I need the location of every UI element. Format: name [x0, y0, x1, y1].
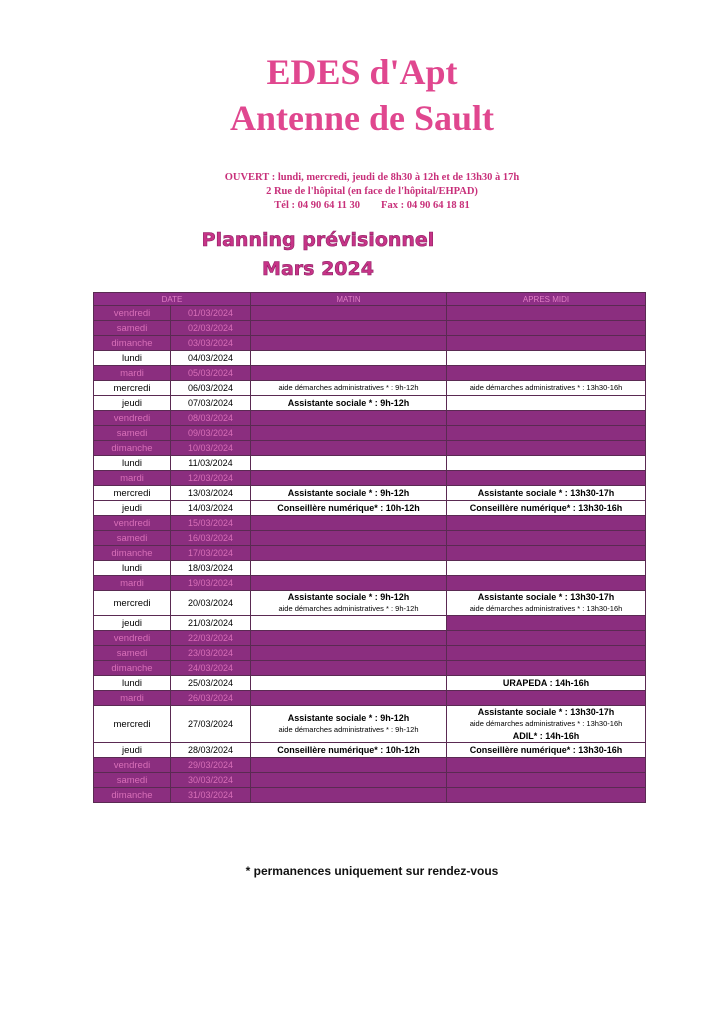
apres-midi-cell	[447, 351, 646, 366]
slot-text: aide démarches administratives * : 13h30-16h	[469, 383, 623, 392]
matin-cell	[251, 773, 447, 788]
apres-midi-cell	[447, 758, 646, 773]
apres-midi-cell	[447, 336, 646, 351]
day-cell: dimanche	[94, 661, 171, 676]
date-cell: 16/03/2024	[171, 531, 251, 546]
day-cell: dimanche	[94, 546, 171, 561]
slot-text: ADIL* : 14h-16h	[512, 731, 580, 741]
matin-cell	[251, 591, 447, 616]
day-cell: mardi	[94, 576, 171, 591]
apres-midi-cell	[447, 531, 646, 546]
matin-cell	[251, 486, 447, 501]
apres-midi-cell	[447, 616, 646, 631]
matin-cell	[251, 456, 447, 471]
apres-midi-cell	[447, 546, 646, 561]
date-cell: 26/03/2024	[171, 691, 251, 706]
date-cell: 13/03/2024	[171, 486, 251, 501]
table-row	[94, 366, 646, 381]
table-row	[94, 381, 646, 396]
day-cell: vendredi	[94, 758, 171, 773]
date-cell: 15/03/2024	[171, 516, 251, 531]
day-cell: vendredi	[94, 306, 171, 321]
table-row	[94, 441, 646, 456]
date-cell: 18/03/2024	[171, 561, 251, 576]
table-row	[94, 306, 646, 321]
matin-cell	[251, 501, 447, 516]
date-cell: 10/03/2024	[171, 441, 251, 456]
apres-midi-cell	[447, 706, 646, 743]
header-apres-midi: APRES MIDI	[447, 293, 646, 306]
slot-text: Conseillère numérique* : 13h30-16h	[469, 503, 623, 513]
date-cell: 19/03/2024	[171, 576, 251, 591]
slot-text: Assistante sociale * : 9h-12h	[287, 398, 410, 408]
matin-cell	[251, 561, 447, 576]
apres-midi-cell	[447, 381, 646, 396]
apres-midi-cell	[447, 471, 646, 486]
day-cell: mercredi	[94, 381, 171, 396]
matin-cell	[251, 336, 447, 351]
date-cell: 21/03/2024	[171, 616, 251, 631]
matin-cell	[251, 396, 447, 411]
day-cell: mardi	[94, 471, 171, 486]
apres-midi-cell	[447, 743, 646, 758]
table-header-row	[94, 293, 646, 306]
matin-cell	[251, 788, 447, 803]
table-row	[94, 456, 646, 471]
slot-text: aide démarches administratives * : 13h30-16h	[469, 604, 623, 613]
matin-cell	[251, 516, 447, 531]
matin-cell	[251, 646, 447, 661]
table-row	[94, 336, 646, 351]
table-row	[94, 486, 646, 501]
day-cell: vendredi	[94, 516, 171, 531]
date-cell: 02/03/2024	[171, 321, 251, 336]
apres-midi-cell	[447, 591, 646, 616]
apres-midi-cell	[447, 661, 646, 676]
apres-midi-cell	[447, 576, 646, 591]
matin-cell	[251, 706, 447, 743]
table-row	[94, 743, 646, 758]
slot-text: aide démarches administratives * : 9h-12h	[278, 383, 419, 392]
opening-hours: OUVERT : lundi, mercredi, jeudi de 8h30 à 12h et de 13h30 à 17h	[224, 172, 520, 183]
apres-midi-cell	[447, 646, 646, 661]
table-row	[94, 788, 646, 803]
table-row	[94, 773, 646, 788]
slot-text: Conseillère numérique* : 10h-12h	[277, 503, 420, 513]
schedule-table	[93, 292, 646, 803]
apres-midi-cell	[447, 773, 646, 788]
matin-cell	[251, 616, 447, 631]
table-row	[94, 516, 646, 531]
table-row	[94, 531, 646, 546]
apres-midi-cell	[447, 486, 646, 501]
table-row	[94, 591, 646, 616]
day-cell: mardi	[94, 691, 171, 706]
day-cell: mercredi	[94, 706, 171, 743]
apres-midi-cell	[447, 411, 646, 426]
matin-cell	[251, 321, 447, 336]
apres-midi-cell	[447, 631, 646, 646]
matin-cell	[251, 631, 447, 646]
slot-text: Assistante sociale * : 13h30-17h	[477, 488, 615, 498]
date-cell: 29/03/2024	[171, 758, 251, 773]
apres-midi-cell	[447, 306, 646, 321]
date-cell: 01/03/2024	[171, 306, 251, 321]
matin-cell	[251, 531, 447, 546]
date-cell: 04/03/2024	[171, 351, 251, 366]
matin-cell	[251, 546, 447, 561]
table-row	[94, 758, 646, 773]
table-row	[94, 576, 646, 591]
day-cell: mercredi	[94, 486, 171, 501]
day-cell: jeudi	[94, 501, 171, 516]
table-row	[94, 471, 646, 486]
date-cell: 27/03/2024	[171, 706, 251, 743]
header-matin: MATIN	[251, 293, 447, 306]
slot-text: Assistante sociale * : 9h-12h	[287, 713, 410, 723]
matin-cell	[251, 471, 447, 486]
table-row	[94, 546, 646, 561]
matin-cell	[251, 366, 447, 381]
day-cell: lundi	[94, 676, 171, 691]
day-cell: mercredi	[94, 591, 171, 616]
date-cell: 05/03/2024	[171, 366, 251, 381]
apres-midi-cell	[447, 788, 646, 803]
day-cell: samedi	[94, 321, 171, 336]
table-row	[94, 631, 646, 646]
table-row	[94, 646, 646, 661]
matin-cell	[251, 426, 447, 441]
apres-midi-cell	[447, 516, 646, 531]
day-cell: dimanche	[94, 788, 171, 803]
apres-midi-cell	[447, 501, 646, 516]
table-row	[94, 706, 646, 743]
title-antenne: Antenne de Sault	[229, 98, 495, 138]
date-cell: 07/03/2024	[171, 396, 251, 411]
address: 2 Rue de l'hôpital (en face de l'hôpital/EHPAD)	[266, 186, 478, 197]
day-cell: jeudi	[94, 743, 171, 758]
table-row	[94, 351, 646, 366]
slot-text: Assistante sociale * : 13h30-17h	[477, 707, 615, 717]
matin-cell	[251, 441, 447, 456]
date-cell: 23/03/2024	[171, 646, 251, 661]
apres-midi-cell	[447, 366, 646, 381]
slot-text: Conseillère numérique* : 13h30-16h	[469, 745, 623, 755]
matin-cell	[251, 576, 447, 591]
apres-midi-cell	[447, 691, 646, 706]
table-row	[94, 616, 646, 631]
apres-midi-cell	[447, 426, 646, 441]
day-cell: vendredi	[94, 411, 171, 426]
day-cell: lundi	[94, 456, 171, 471]
table-row	[94, 501, 646, 516]
table-row	[94, 691, 646, 706]
table-row	[94, 396, 646, 411]
date-cell: 11/03/2024	[171, 456, 251, 471]
matin-cell	[251, 758, 447, 773]
slot-text: Assistante sociale * : 9h-12h	[287, 488, 410, 498]
date-cell: 30/03/2024	[171, 773, 251, 788]
matin-cell	[251, 661, 447, 676]
day-cell: jeudi	[94, 616, 171, 631]
matin-cell	[251, 306, 447, 321]
matin-cell	[251, 743, 447, 758]
date-cell: 17/03/2024	[171, 546, 251, 561]
table-row	[94, 321, 646, 336]
day-cell: samedi	[94, 646, 171, 661]
day-cell: vendredi	[94, 631, 171, 646]
table-row	[94, 561, 646, 576]
date-cell: 14/03/2024	[171, 501, 251, 516]
date-cell: 31/03/2024	[171, 788, 251, 803]
table-row	[94, 411, 646, 426]
matin-cell	[251, 381, 447, 396]
date-cell: 03/03/2024	[171, 336, 251, 351]
slot-text: Conseillère numérique* : 10h-12h	[277, 745, 420, 755]
matin-cell	[251, 411, 447, 426]
planning-month: Mars 2024	[262, 258, 374, 280]
table-row	[94, 426, 646, 441]
apres-midi-cell	[447, 396, 646, 411]
matin-cell	[251, 676, 447, 691]
slot-text: aide démarches administratives * : 9h-12h	[278, 725, 419, 734]
day-cell: dimanche	[94, 336, 171, 351]
planning-title: Planning prévisionnel	[201, 229, 435, 251]
slot-text: URAPEDA : 14h-16h	[502, 678, 590, 688]
day-cell: jeudi	[94, 396, 171, 411]
slot-text: Assistante sociale * : 9h-12h	[287, 592, 410, 602]
date-cell: 25/03/2024	[171, 676, 251, 691]
table-row	[94, 661, 646, 676]
date-cell: 12/03/2024	[171, 471, 251, 486]
slot-text: aide démarches administratives * : 13h30-16h	[469, 719, 623, 728]
apres-midi-cell	[447, 676, 646, 691]
table-row	[94, 676, 646, 691]
phone-fax: Tél : 04 90 64 11 30 Fax : 04 90 64 18 81	[274, 200, 470, 211]
date-cell: 22/03/2024	[171, 631, 251, 646]
header-date: DATE	[94, 293, 251, 306]
apres-midi-cell	[447, 321, 646, 336]
date-cell: 09/03/2024	[171, 426, 251, 441]
slot-text: Assistante sociale * : 13h30-17h	[477, 592, 615, 602]
day-cell: lundi	[94, 351, 171, 366]
day-cell: samedi	[94, 531, 171, 546]
date-cell: 20/03/2024	[171, 591, 251, 616]
day-cell: lundi	[94, 561, 171, 576]
title-edes: EDES d'Apt	[266, 52, 458, 92]
apres-midi-cell	[447, 441, 646, 456]
matin-cell	[251, 691, 447, 706]
footer-note: * permanences uniquement sur rendez-vous	[245, 864, 499, 878]
apres-midi-cell	[447, 456, 646, 471]
date-cell: 24/03/2024	[171, 661, 251, 676]
matin-cell	[251, 351, 447, 366]
apres-midi-cell	[447, 561, 646, 576]
day-cell: mardi	[94, 366, 171, 381]
slot-text: aide démarches administratives * : 9h-12h	[278, 604, 419, 613]
day-cell: samedi	[94, 773, 171, 788]
date-cell: 06/03/2024	[171, 381, 251, 396]
date-cell: 08/03/2024	[171, 411, 251, 426]
day-cell: samedi	[94, 426, 171, 441]
date-cell: 28/03/2024	[171, 743, 251, 758]
day-cell: dimanche	[94, 441, 171, 456]
